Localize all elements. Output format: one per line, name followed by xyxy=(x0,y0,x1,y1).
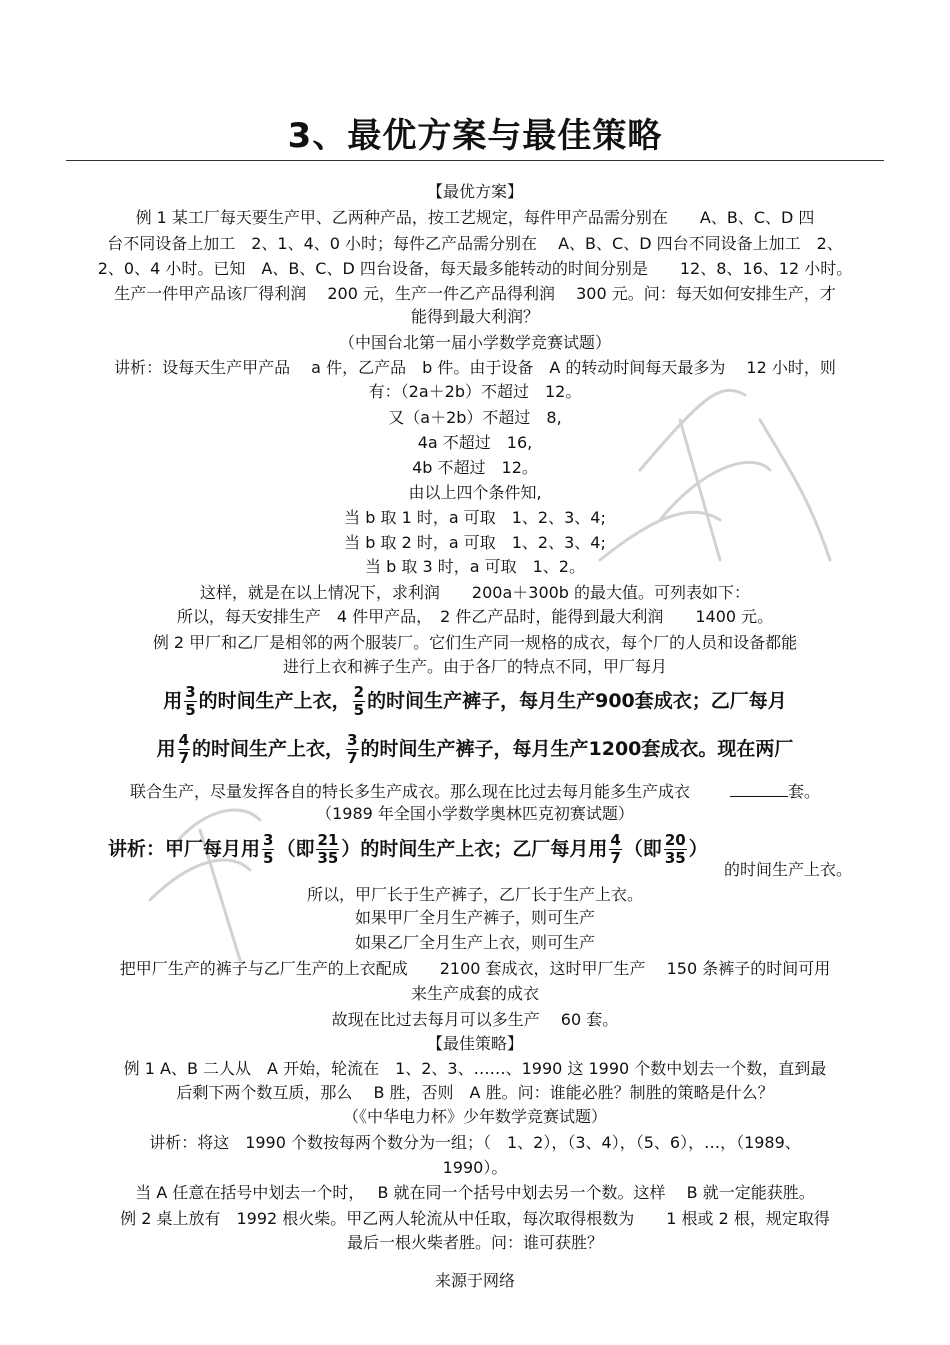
solution1-line2: 有：（2a＋2b）不超过 12。 xyxy=(368,382,582,401)
fraction xyxy=(609,833,621,866)
example2-fraction-line2 xyxy=(60,733,890,766)
fraction xyxy=(316,833,339,866)
solution1-line11: 所以，每天安排生产 4 件甲产品， 2 件乙产品时，能得到最大利润 1400 元。 xyxy=(176,607,774,626)
solution2-tail: 的时间生产上衣。 xyxy=(724,860,853,879)
example1-line3: 2、0、4 小时。已知 A、B、C、D 四台设备，每天最多能转动的时间分别是 12、8、16、12 小时。 xyxy=(97,259,853,278)
solution1-line8: 当 b 取 2 时，a 可取 1、2、3、4; xyxy=(344,533,606,552)
strategy-example1-line1: 例 1 A、B 二人从 A 开始，轮流在 1、2、3、……、1990 这 1990 个数中划去一个数，直到最 xyxy=(123,1059,827,1078)
solution1-line4: 4a 不超过 16, xyxy=(417,433,533,452)
strategy-solution1-line3: 当 A 任意在括号中划去一个时， B 就在同一个括号中划去另一个数。这样 B 就一定能获胜。 xyxy=(135,1183,815,1202)
strategy-example1-source: （《中华电力杯》少年数学竞赛试题） xyxy=(342,1107,607,1126)
text-fragment: 的时间生产上衣， xyxy=(198,690,351,712)
solution1-line10: 这样，就是在以上情况下，求利润 200a＋300b 的最大值。可列表如下： xyxy=(199,583,751,602)
text-fragment: （即 xyxy=(276,838,315,860)
fraction xyxy=(178,733,190,766)
text-fragment: 套。 xyxy=(788,782,821,801)
text-fragment: 讲析：甲厂每月用 xyxy=(108,838,261,860)
text-fragment: （即 xyxy=(623,838,662,860)
example1-line1: 例 1 某工厂每天要生产甲、乙两种产品，按工艺规定，每件甲产品需分别在 A、B、C、D 四 xyxy=(135,208,815,227)
numerator: 3 xyxy=(347,731,358,749)
numerator: 2 xyxy=(353,683,365,701)
example2-source: （1989 年全国小学数学奥林匹克初赛试题） xyxy=(316,804,634,823)
fraction xyxy=(346,733,358,766)
fraction xyxy=(664,833,687,866)
solution1-line9: 当 b 取 3 时，a 可取 1、2。 xyxy=(365,557,585,576)
text-fragment: 联合生产，尽量发挥各自的特长多生产成衣。那么现在比过去每月能多生产成衣 xyxy=(129,782,690,801)
strategy-example1-line2: 后剩下两个数互质，那么 B 胜，否则 A 胜。问：谁能必胜？制胜的策略是什么？ xyxy=(176,1083,774,1102)
fraction xyxy=(184,685,196,718)
solution2-line7: 故现在比过去每月可以多生产 60 套。 xyxy=(331,1010,619,1029)
denominator: 5 xyxy=(263,849,274,867)
fraction xyxy=(353,685,365,718)
strategy-example2-line2: 最后一根火柴者胜。问：谁可获胜？ xyxy=(346,1233,603,1252)
solution1-line3: 又（a＋2b）不超过 8, xyxy=(388,408,562,427)
title-rule xyxy=(66,160,884,161)
strategy-example2-line1: 例 2 桌上放有 1992 根火柴。甲乙两人轮流从中任取，每次取得根数为 1 根或 2 根，规定取得 xyxy=(120,1209,830,1228)
example2-fraction-line1 xyxy=(60,685,890,718)
solution2-line4: 如果乙厂全月生产上衣，则可生产 xyxy=(354,933,595,952)
solution2-line2: 所以，甲厂长于生产裤子，乙厂长于生产上衣。 xyxy=(306,885,643,904)
denominator: 5 xyxy=(185,701,196,719)
numerator: 3 xyxy=(263,831,274,849)
text-fragment: 的时间生产裤子，每月生产900套成衣；乙厂每月 xyxy=(367,690,787,712)
solution1-line6: 由以上四个条件知, xyxy=(408,483,542,502)
numerator: 20 xyxy=(664,831,686,849)
example2-line2: 进行上衣和裤子生产。由于各厂的特点不同，甲厂每月 xyxy=(282,657,667,676)
example1-line4: 生产一件甲产品该厂得利润 200 元，生产一件乙产品得利润 300 元。问：每天如何安排生产，才 xyxy=(114,284,836,303)
text-fragment: ） xyxy=(688,838,708,860)
numerator: 3 xyxy=(185,683,196,701)
text-fragment: 用 xyxy=(163,690,183,712)
strategy-solution1-line1: 讲析：将这 1990 个数按每两个数分为一组；（ 1、2），（3、4），（5、6），…，（1989、 xyxy=(149,1133,801,1152)
footer-source: 来源于网络 xyxy=(434,1271,515,1290)
text-fragment: 的时间生产上衣， xyxy=(192,738,345,760)
text-fragment: 的时间生产裤子，每月生产1200套成衣。现在两厂 xyxy=(360,738,794,760)
solution2-line6: 来生产成套的成衣 xyxy=(410,984,539,1003)
page-title: 3、最优方案与最佳策略 xyxy=(287,116,663,156)
answer-blank xyxy=(730,780,788,797)
numerator: 21 xyxy=(317,831,339,849)
solution2-fraction-line xyxy=(108,833,728,866)
denominator: 35 xyxy=(664,849,686,867)
section-heading-strategy: 【最佳策略】 xyxy=(426,1034,523,1053)
example1-line2: 台不同设备上加工 2、1、4、0 小时；每件乙产品需分别在 A、B、C、D 四台不同设备上加工 2、 xyxy=(107,234,843,253)
solution2-line5: 把甲厂生产的裤子与乙厂生产的上衣配成 2100 套成衣，这时甲厂生产 150 条裤子的时间可用 xyxy=(119,959,831,978)
solution1-line5: 4b 不超过 12。 xyxy=(412,458,538,477)
example1-line5: 能得到最大利润？ xyxy=(410,307,539,326)
text-fragment: ）的时间生产上衣；乙厂每月用 xyxy=(341,838,608,860)
example2-line3 xyxy=(60,780,890,803)
numerator: 4 xyxy=(610,831,621,849)
denominator: 7 xyxy=(178,749,190,767)
example2-line1: 例 2 甲厂和乙厂是相邻的两个服装厂。它们生产同一规格的成衣，每个厂的人员和设备都能 xyxy=(152,633,798,652)
text-fragment: 用 xyxy=(156,738,176,760)
fraction xyxy=(262,833,274,866)
solution2-line3: 如果甲厂全月生产裤子，则可生产 xyxy=(354,908,595,927)
numerator: 4 xyxy=(178,731,190,749)
denominator: 35 xyxy=(317,849,339,867)
solution1-line7: 当 b 取 1 时，a 可取 1、2、3、4; xyxy=(344,508,606,527)
section-heading-optimal: 【最优方案】 xyxy=(426,182,523,201)
denominator: 7 xyxy=(347,749,358,767)
solution1-line1: 讲析：设每天生产甲产品 a 件，乙产品 b 件。由于设备 A 的转动时间每天最多为 12 小时，则 xyxy=(114,358,836,377)
strategy-solution1-line2: 1990）。 xyxy=(442,1158,508,1177)
example1-source: （中国台北第一届小学数学竞赛试题） xyxy=(338,333,611,352)
denominator: 5 xyxy=(353,701,365,719)
denominator: 7 xyxy=(610,849,621,867)
